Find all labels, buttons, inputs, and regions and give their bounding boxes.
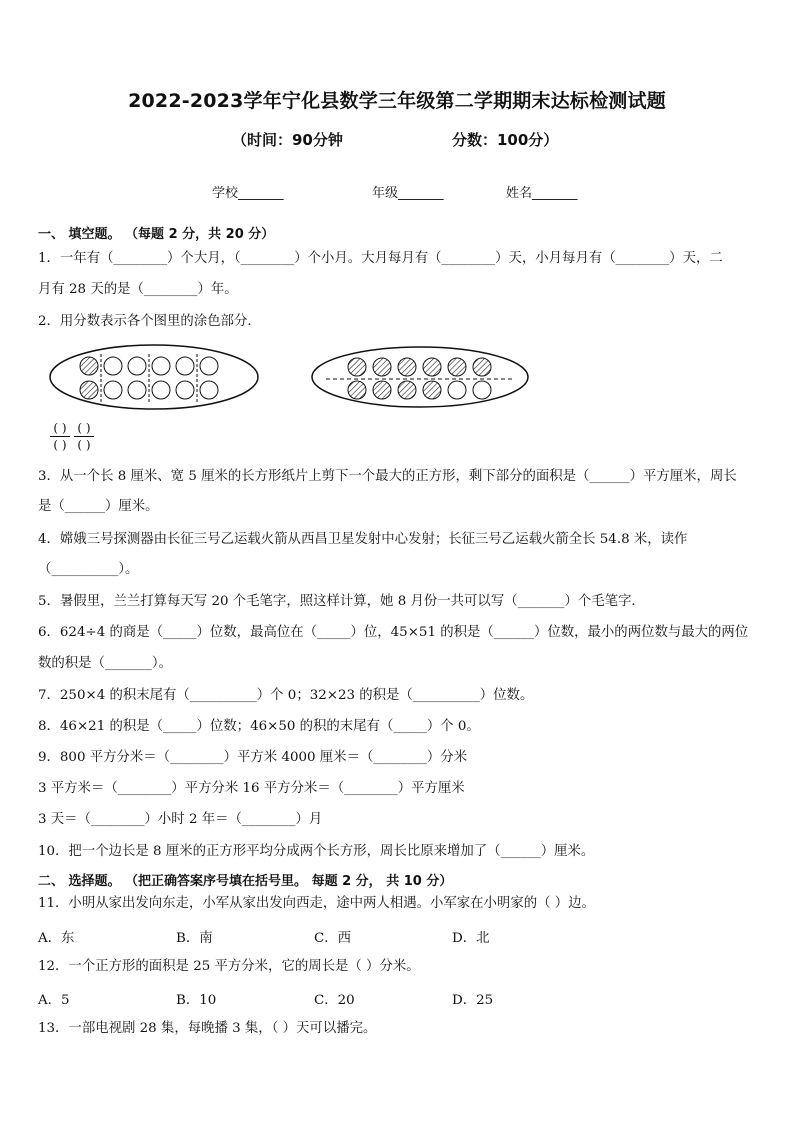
fraction-figure (48, 342, 538, 412)
q11-option-c[interactable]: C．西 (314, 931, 352, 946)
grade-field: 年级_______ (372, 186, 444, 201)
fraction-2-bar (74, 436, 94, 437)
question-1-line2: 月有 28 天的是（________）年。 (38, 282, 238, 297)
question-4-line1: 4．嫦娥三号探测器由长征三号乙运载火箭从西昌卫星发射中心发射；长征三号乙运载火箭全长 54.8 米，读作 (38, 532, 688, 547)
fraction-2-denominator: ( ) (77, 438, 91, 452)
section1-heading: 一、 填空题。 （每题 2 分，共 20 分） (38, 227, 275, 242)
question-4-line2: （__________）。 (38, 562, 139, 577)
question-10: 10．把一个边长是 8 厘米的正方形平均分成两个长方形，周长比原来增加了（______）厘米。 (38, 844, 595, 859)
fraction-1-bar (50, 436, 70, 437)
question-3-line2: 是（______）厘米。 (38, 499, 159, 514)
question-5: 5．暑假里，兰兰打算每天写 20 个毛笔字，照这样计算，她 8 月份一共可以写（_______）个毛笔字． (38, 594, 645, 609)
fraction-1-numerator: ( ) (53, 421, 67, 435)
ellipse-figure-right (312, 347, 528, 407)
fraction-answer-2[interactable] (74, 421, 94, 452)
question-9-line2: 3 平方米＝（________）平方分米 16 平方分米＝（________）平方厘米 (38, 781, 465, 796)
question-9-line1: 9．800 平方分米＝（________）平方米 4000 厘米＝（________）分米 (38, 750, 468, 765)
question-3-line1: 3．从一个长 8 厘米、宽 5 厘米的长方形纸片上剪下一个最大的正方形，剩下部分的面积是（______）平方厘米，周长 (38, 469, 737, 484)
question-12: 12．一个正方形的面积是 25 平方分米，它的周长是（ ）分米。 (38, 959, 420, 974)
q12-option-c[interactable]: C．20 (314, 993, 355, 1008)
question-13: 13．一部电视剧 28 集，每晚播 3 集，（ ）天可以播完。 (38, 1021, 377, 1036)
q11-option-d[interactable]: D．北 (452, 931, 490, 946)
q12-option-d[interactable]: D．25 (452, 993, 494, 1008)
q12-option-b[interactable]: B．10 (176, 993, 217, 1008)
q11-option-b[interactable]: B．南 (176, 931, 213, 946)
exam-time: （时间：90分钟 (232, 131, 343, 149)
section2-heading: 二、 选择题。 （把正确答案序号填在括号里。 每题 2 分， 共 10 分） (38, 874, 453, 889)
ellipse-figure-left (50, 345, 258, 409)
q12-option-a[interactable]: A．5 (38, 993, 70, 1008)
fraction-2-numerator: ( ) (77, 421, 91, 435)
school-field: 学校_______ (212, 186, 284, 201)
question-7: 7．250×4 的积末尾有（__________）个 0；32×23 的积是（__________）位数。 (38, 688, 534, 703)
question-11: 11．小明从家出发向东走，小军从家出发向西走，途中两人相遇。小军家在小明家的（ ）边。 (38, 896, 595, 911)
question-2: 2．用分数表示各个图里的涂色部分． (38, 314, 261, 329)
fraction-answer-1[interactable] (50, 421, 70, 452)
question-6-line2: 数的积是（_______）。 (38, 656, 172, 671)
name-field: 姓名_______ (506, 186, 578, 201)
fraction-1-denominator: ( ) (53, 438, 67, 452)
q11-option-a[interactable]: A．东 (38, 931, 75, 946)
question-9-line3: 3 天＝（________）小时 2 年＝（________）月 (38, 812, 323, 827)
question-6-line1: 6．624÷4 的商是（_____）位数，最高位在（_____）位，45×51 的积是（______）位数，最小的两位数与最大的两位 (38, 625, 749, 640)
page-title: 2022-2023学年宁化县数学三年级第二学期期末达标检测试题 (128, 90, 666, 112)
exam-score: 分数：100分） (452, 131, 559, 149)
question-8: 8．46×21 的积是（_____）位数；46×50 的积的末尾有（_____）个 0。 (38, 719, 480, 734)
question-1-line1: 1．一年有（________）个大月，（________）个小月。大月每月有（________）天，小月每月有（________）天，二 (38, 251, 723, 266)
